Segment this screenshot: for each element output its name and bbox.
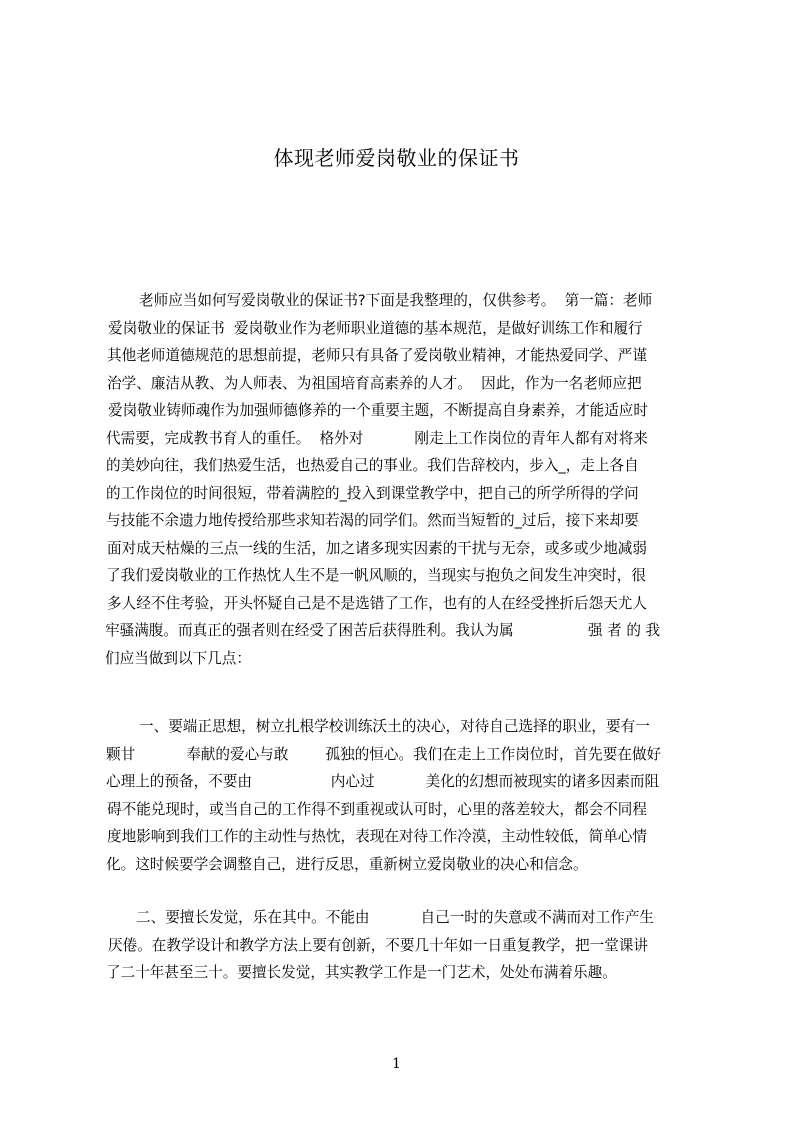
text-line: 老师应当如何写爱岗敬业的保证书?下面是我整理的，仅供参考。 第一篇：老师 — [139, 292, 653, 309]
text-line: 治学、廉洁从教、为人师表、为祖国培育高素养的人才。 因此，作为一名老师应把 — [107, 375, 642, 392]
text-line: 碍不能兑现时，或当自己的工作得不到重视或认可时，心里的落差较大，都会不同程 — [107, 801, 647, 818]
text-line: 多人经不住考验，开头怀疑自己是不是选错了工作，也有的人在经受挫折后怨天尤人 — [107, 595, 647, 612]
text-line: 面对成天枯燥的三点一线的生活，加之诸多现实因素的干扰与无奈，或多或少地减弱 — [107, 540, 647, 557]
text-line: 一、要端正思想，树立扎根学校训练沃土的决心，对待自己选择的职业，要有一 — [139, 718, 650, 735]
text-line: 了我们爱岗敬业的工作热忱人生不是一帆风顺的，当现实与抱负之间发生冲突时，很 — [106, 567, 646, 584]
text-line: 的工作岗位的时间很短，带着满腔的_投入到课堂教学中，把自己的所学所得的学问 — [106, 485, 639, 502]
text-line: 与技能不余遗力地传授给那些求知若渴的同学们。然而当短暂的_过后，接下来却要 — [106, 512, 639, 529]
text-line: 心理上的预备，不要由 内心过 美化的幻想而被现实的诸多因素而阻 — [106, 773, 660, 790]
page-number: 1 — [392, 1056, 401, 1072]
text-line: 化。这时候要学会调整自己，进行反思，重新树立爱岗敬业的决心和信念。 — [106, 856, 588, 873]
text-line: 代需要，完成教书育人的重任。 格外对 刚走上工作岗位的青年人都有对将来 — [106, 430, 648, 447]
text-line: 颗甘 奉献的爱心与敢 孤独的恒心。我们在走上工作岗位时，首先要在做好 — [106, 746, 662, 763]
text-line: 二、要擅长发觉，乐在其中。不能由 自己一时的失意或不满而对工作产生 — [136, 909, 655, 926]
page-title: 体现老师爱岗敬业的保证书 — [273, 146, 520, 170]
text-line: 了二十年甚至三十。要擅长发觉，其实教学工作是一门艺术，处处布满着乐趣。 — [106, 964, 617, 981]
text-line: 度地影响到我们工作的主动性与热忱，表现在对待工作冷漠，主动性较低，简单心情 — [107, 828, 647, 845]
text-line: 厌倦。在教学设计和教学方法上要有创新，不要几十年如一日重复教学，把一堂课讲 — [108, 937, 648, 954]
text-line: 牢骚满腹。而真正的强者则在经受了困苦后获得胜利。我认为属 强 者 的 我 — [105, 622, 661, 639]
text-line: 爱岗敬业的保证书 爱岗敬业作为老师职业道德的基本规范，是做好训练工作和履行 — [108, 320, 643, 337]
text-line: 爱岗敬业铸师魂作为加强师德修养的一个重要主题，不断提高自身素养，才能适应时 — [108, 402, 648, 419]
text-line: 的美妙向往，我们热爱生活，也热爱自己的事业。我们告辞校内，步入_，走上各自 — [106, 457, 639, 474]
text-line: 其他老师道德规范的思想前提，老师只有具备了爱岗敬业精神，才能热爱同学、严谨 — [107, 347, 647, 364]
text-line: 们应当做到以下几点： — [105, 650, 251, 667]
